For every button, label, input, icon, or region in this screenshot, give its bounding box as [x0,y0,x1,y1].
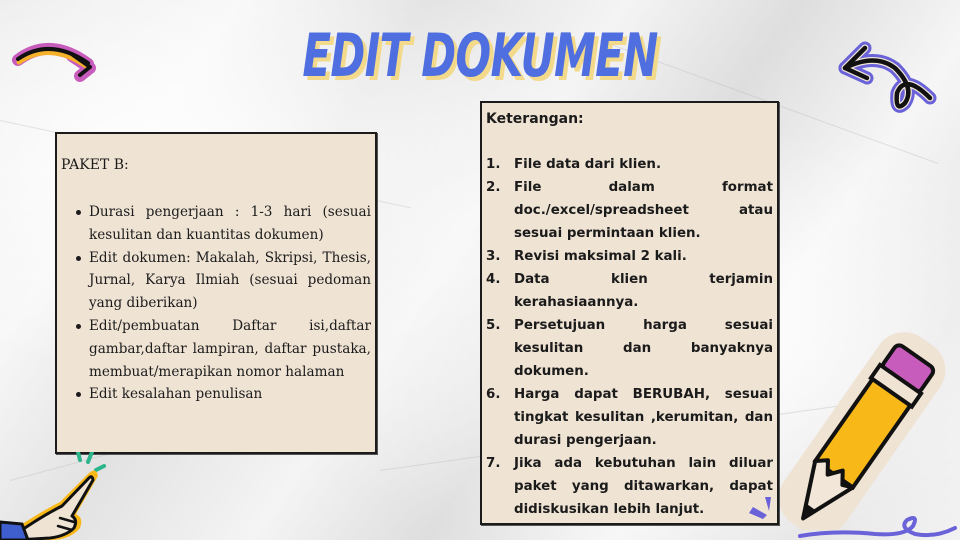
package-list [61,201,371,406]
list-item: 1. File data dari klien. [486,157,662,172]
squiggle-line-icon [795,508,960,540]
list-item: Edit/pembuatan Daftar isi,daftar gambar,daftar lampiran, daftar pustaka, membuat/merapikan nomor halaman [61,315,371,383]
package-card [55,132,377,454]
page-title: EDIT DOKUMEN [302,21,658,91]
list-item: Edit dokumen: Makalah, Skripsi, Thesis, Jurnal, Karya Ilmiah (sesuai pedoman yang diberikan) [61,247,371,315]
list-item: 3. Revisi maksimal 2 kali. [486,249,687,264]
package-title: PAKET B: [61,157,129,173]
bullet-icon [76,210,81,215]
list-item: 2. File dalam format doc./excel/spreadsheet atau sesuai permintaan klien. [486,180,773,241]
list-item: Durasi pengerjaan : 1-3 hari (sesuai kesulitan dan kuantitas dokumen) [61,201,371,247]
curly-arrow-left-icon [835,38,950,118]
pointing-hand-icon [0,452,120,540]
list-item: 7. Jika ada kebutuhan lain diluar paket yang ditawarkan, dapat didiskusikan lebih lanjut. [486,456,773,517]
list-item: 5. Persetujuan harga sesuai kesulitan dan banyaknya dokumen. [486,318,773,379]
list-item: 4. Data klien terjamin kerahasiaannya. [486,272,773,310]
notes-title: Keterangan: [486,111,584,127]
list-item: 6. Harga dapat BERUBAH, sesuai tingkat kesulitan ,kerumitan, dan durasi pengerjaan. [486,387,773,448]
curved-arrow-right-icon [10,38,100,83]
bullet-icon [76,324,81,329]
bullet-icon [76,256,81,261]
pencil-icon [780,330,950,530]
notes-list [486,153,773,521]
bullet-icon [76,392,81,397]
list-item: Edit kesalahan penulisan [61,383,371,406]
sparkle-icon [745,495,775,523]
notes-card [480,101,779,525]
